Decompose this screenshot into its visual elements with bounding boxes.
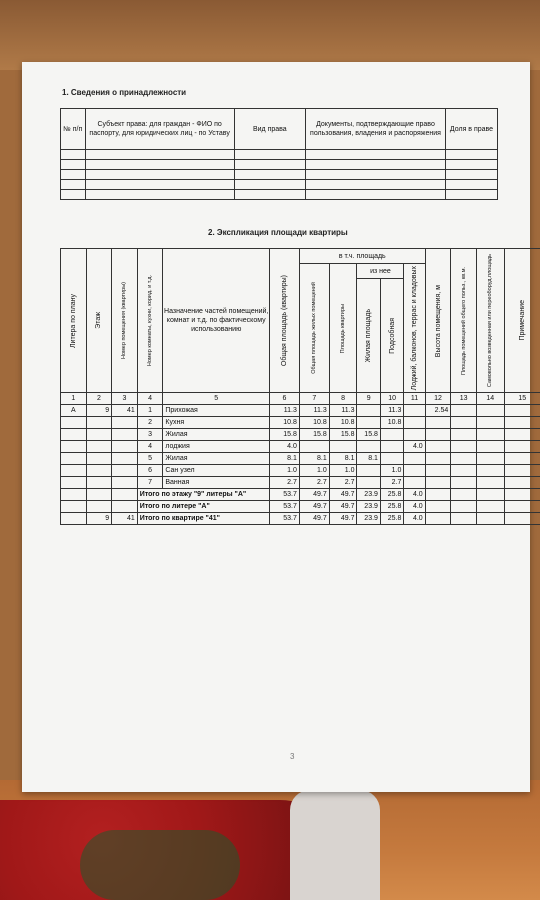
cell-total: 4.0 [270,441,300,453]
cell-empty [451,453,477,465]
cell-empty [504,465,540,477]
cell-c9 [357,417,380,429]
cell-name: Прихожая [163,405,270,417]
cell-empty [476,465,504,477]
cell-litera [61,477,87,489]
cell-c10 [380,453,403,465]
cell-c11: 4.0 [404,441,425,453]
cell-name: Кухня [163,417,270,429]
cell-empty [504,501,540,513]
cell-c11 [404,453,425,465]
cell-c7: 11.3 [299,405,329,417]
cell-c8: 49.7 [329,489,357,501]
col-header-documents: Документы, подтверждающие право пользования, владения и распоряжения [305,109,445,150]
totals-row [61,501,540,513]
cell-name: Жилая [163,429,270,441]
cell-total: 2.7 [270,477,300,489]
col-header-right-type: Вид права [234,109,305,150]
cell-part: 1 [137,405,163,417]
cell-total-label: Итого по этажу "9" литеры "А" [137,489,269,501]
cell-c11: 4.0 [404,513,425,525]
cell-c11: 4.0 [404,501,425,513]
table-row [61,465,540,477]
cell-empty [476,477,504,489]
hdr-incl: в т.ч. площадь [299,249,425,264]
background-fabric-pattern [80,830,240,900]
cell-c9 [357,477,380,489]
cell-empty [451,441,477,453]
cell-c7: 49.7 [299,501,329,513]
section2-title: 2. Экспликация площади квартиры [208,228,348,237]
table-row [61,477,540,489]
cell-floor [86,501,112,513]
col-number: 9 [357,393,380,405]
col-number: 3 [112,393,138,405]
hdr-loggia: Лоджий, балконов, террас и кладовых [411,266,419,391]
cell-c12 [425,441,451,453]
cell-c7: 49.7 [299,489,329,501]
cell-floor [86,441,112,453]
cell-empty [476,429,504,441]
hdr-note: Примечание [518,300,526,341]
cell-c12: 2.54 [425,405,451,417]
cell-name: Жилая [163,453,270,465]
cell-floor [86,417,112,429]
cell-empty [504,513,540,525]
cell-c9 [357,465,380,477]
totals-row [61,489,540,501]
cell-empty [451,477,477,489]
hdr-living: Жилая площадь [365,309,373,363]
cell-empty [504,417,540,429]
cell-c12 [425,477,451,489]
table-row [61,150,498,160]
cell-c7 [299,441,329,453]
cell-empty [476,513,504,525]
cell-room [112,477,138,489]
cell-empty [504,477,540,489]
hdr-aux: Подсобная [388,317,396,354]
cell-empty [61,513,87,525]
cell-c7: 1.0 [299,465,329,477]
cell-empty [425,513,451,525]
cell-c8: 11.3 [329,405,357,417]
col-header-share: Доля в праве [446,109,498,150]
cell-part: 6 [137,465,163,477]
cell-c10 [380,429,403,441]
cell-floor: 9 [86,513,112,525]
hdr-part-no: Номер комнаты, кухни, корид. и т.д. [147,275,154,367]
col-number: 5 [163,393,270,405]
cell-c8: 49.7 [329,501,357,513]
cell-empty [451,429,477,441]
cell-c12 [425,429,451,441]
col-number: 11 [404,393,425,405]
hdr-of-which: из нее [357,264,404,279]
cell-empty [451,465,477,477]
section1-title: 1. Сведения о принадлежности [62,88,187,97]
cell-total: 1.0 [270,465,300,477]
hdr-floor: Этаж [95,312,103,330]
cell-empty [476,405,504,417]
col-number: 8 [329,393,357,405]
cell-total: 10.8 [270,417,300,429]
col-number: 15 [504,393,540,405]
cell-c11 [404,465,425,477]
cell-c8: 10.8 [329,417,357,429]
cell-c11 [404,417,425,429]
cell-empty [476,489,504,501]
cell-c10: 25.8 [380,489,403,501]
cell-c12 [425,417,451,429]
cell-empty [476,441,504,453]
cell-part: 7 [137,477,163,489]
cell-total: 53.7 [270,501,300,513]
table-row [61,180,498,190]
hdr-total-living: Общая площадь жилых помещений [311,282,318,375]
cell-c9 [357,405,380,417]
cell-litera [61,465,87,477]
background-sock [290,790,380,900]
cell-empty [451,405,477,417]
col-number: 7 [299,393,329,405]
cell-c7: 49.7 [299,513,329,525]
cell-empty [504,453,540,465]
cell-room [112,501,138,513]
column-numbers-row [61,393,540,405]
cell-empty [504,405,540,417]
cell-c11 [404,429,425,441]
cell-c10: 11.3 [380,405,403,417]
cell-name: Сан узел [163,465,270,477]
col-number: 1 [61,393,87,405]
cell-room: 41 [112,405,138,417]
cell-empty [425,489,451,501]
cell-c9: 23.9 [357,501,380,513]
cell-c9: 23.9 [357,513,380,525]
cell-litera [61,453,87,465]
cell-floor [86,489,112,501]
cell-floor: 9 [86,405,112,417]
col-number: 10 [380,393,403,405]
col-number: 14 [476,393,504,405]
cell-c8: 1.0 [329,465,357,477]
cell-litera: А [61,405,87,417]
cell-c7: 15.8 [299,429,329,441]
cell-empty [451,501,477,513]
cell-total: 8.1 [270,453,300,465]
hdr-litera: Литера по плану [69,293,77,348]
cell-total: 11.3 [270,405,300,417]
cell-total: 15.8 [270,429,300,441]
cell-floor [86,429,112,441]
table-row [61,453,540,465]
ownership-table [60,108,498,200]
totals-row [61,513,540,525]
cell-c8: 2.7 [329,477,357,489]
table-row [61,429,540,441]
table-row [61,441,540,453]
cell-c9: 23.9 [357,489,380,501]
cell-c8 [329,441,357,453]
cell-c12 [425,465,451,477]
cell-name: лоджия [163,441,270,453]
cell-total-label: Итого по литере "А" [137,501,269,513]
cell-room [112,489,138,501]
background-table-surface [0,0,540,70]
col-header-no: № п/п [61,109,86,150]
cell-c8: 49.7 [329,513,357,525]
cell-empty [476,417,504,429]
cell-empty [504,489,540,501]
cell-empty [476,453,504,465]
cell-floor [86,453,112,465]
cell-c10: 10.8 [380,417,403,429]
document-page [22,62,530,792]
hdr-common: Площадь помещений общего польз., кв.м. [460,266,467,375]
cell-c9 [357,441,380,453]
cell-c10: 1.0 [380,465,403,477]
table-row [61,170,498,180]
cell-floor [86,477,112,489]
area-explication-table [60,248,540,525]
col-header-subject: Субъект права: для граждан - ФИО по паспорту, для юридических лиц - по Уставу [85,109,234,150]
cell-empty [451,489,477,501]
cell-room [112,465,138,477]
cell-c10: 2.7 [380,477,403,489]
cell-litera [61,429,87,441]
cell-name: Ванная [163,477,270,489]
cell-room: 41 [112,513,138,525]
cell-c12 [425,453,451,465]
cell-room [112,429,138,441]
cell-c9: 8.1 [357,453,380,465]
cell-part: 3 [137,429,163,441]
cell-c11 [404,477,425,489]
cell-empty [451,417,477,429]
cell-c7: 2.7 [299,477,329,489]
hdr-purpose: Назначение частей помещений, комнат и т.д. по фактическому использованию [163,249,270,393]
cell-total: 53.7 [270,513,300,525]
hdr-total-area: Общая площадь (квартиры) [280,275,288,367]
table-row [61,160,498,170]
cell-room [112,417,138,429]
hdr-unauthorized: Самовольно возведенная или переоборуд.площадь [487,254,494,388]
cell-c9: 15.8 [357,429,380,441]
cell-c10 [380,441,403,453]
cell-part: 2 [137,417,163,429]
hdr-room-no: Номер помещения (квартиры) [121,282,128,360]
cell-c8: 8.1 [329,453,357,465]
cell-total-label: Итого по квартире "41" [137,513,269,525]
cell-part: 4 [137,441,163,453]
cell-empty [425,501,451,513]
hdr-apt-area: Площадь квартиры [340,303,347,353]
cell-room [112,453,138,465]
cell-litera [61,441,87,453]
page-number: 3 [290,752,295,761]
cell-empty [476,501,504,513]
cell-c11: 4.0 [404,489,425,501]
cell-part: 5 [137,453,163,465]
table-row [61,405,540,417]
cell-litera [61,417,87,429]
cell-empty [451,513,477,525]
col-number: 12 [425,393,451,405]
cell-c10: 25.8 [380,501,403,513]
cell-floor [86,465,112,477]
cell-c7: 8.1 [299,453,329,465]
cell-c10: 25.8 [380,513,403,525]
cell-empty [61,489,87,501]
table-row [61,417,540,429]
cell-total: 53.7 [270,489,300,501]
hdr-height: Высота помещения, м [434,284,442,357]
cell-room [112,441,138,453]
cell-empty [504,441,540,453]
col-number: 13 [451,393,477,405]
col-number: 2 [86,393,112,405]
cell-c8: 15.8 [329,429,357,441]
table-row [61,190,498,200]
cell-c7: 10.8 [299,417,329,429]
cell-empty [61,501,87,513]
col-number: 6 [270,393,300,405]
cell-c11 [404,405,425,417]
cell-empty [504,429,540,441]
col-number: 4 [137,393,163,405]
